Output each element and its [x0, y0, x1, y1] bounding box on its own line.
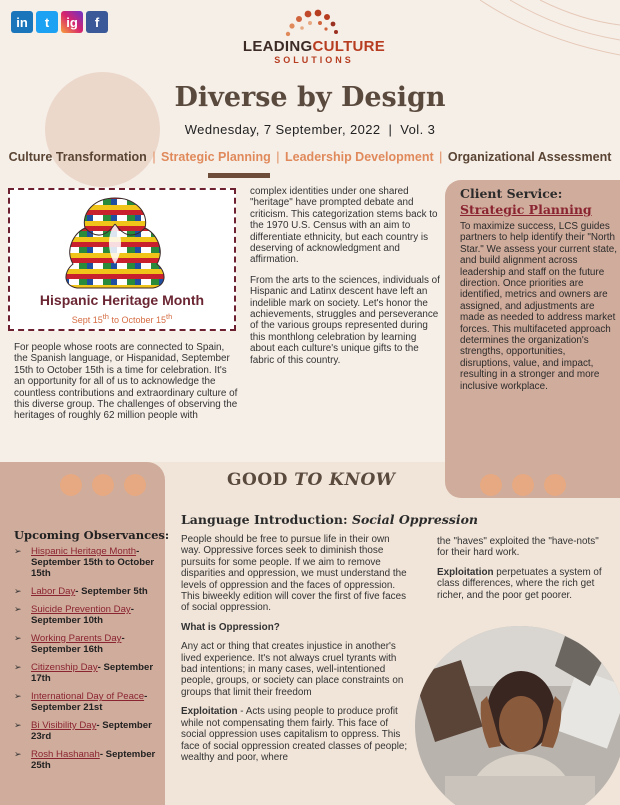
logo-name-part1: LEADING [242, 38, 313, 55]
observance-date: - September 15th to October 15th [31, 546, 155, 579]
nav-separator: | [152, 150, 156, 164]
dot [60, 474, 82, 496]
exploitation-paragraph-2 [437, 567, 612, 601]
exploitation-text: perpetuates a system of class differences, where the rich get richer, and the poor get poorer. [437, 566, 602, 601]
feature-date [10, 312, 234, 325]
logo-subtitle: SOLUTIONS [274, 55, 354, 65]
nav-separator: | [276, 150, 280, 164]
decorative-dots-left [60, 474, 146, 496]
dot [480, 474, 502, 496]
list-item [14, 691, 164, 713]
nav-divider [208, 173, 270, 178]
logo-dots-icon [276, 8, 346, 40]
nav-strategic-planning[interactable]: Strategic Planning [161, 150, 271, 164]
logo-name [228, 38, 400, 55]
exploitation-text: - Acts using people to produce profit while not compensating them fairly. This face of social oppression uses capitalism to oppress. This face of social oppression created classes of people; wealthy and poor, where [181, 706, 408, 763]
decorative-lines [420, 0, 620, 90]
list-item [14, 604, 164, 626]
observances-list [14, 546, 164, 778]
observance-link[interactable]: Labor Day [31, 586, 76, 597]
dot [512, 474, 534, 496]
client-service-text: To maximize success, LCS guides partners to help identify their "North Star." We assess your current state, and build alignment across leadership and staff on the future direction. Once priorities are identified, metrics and owners are assigned, and adjustments are made as needed to address market forces. This multifaceted approach determines the organization's strengths, opportunities, disruptions, value, and impact, resulting in a stronger and more inclusive workplace. [460, 221, 617, 392]
observance-link[interactable]: Rosh Hashanah [31, 749, 100, 760]
oppression-question-heading: What is Oppression? [181, 621, 280, 633]
good-to-know-part1: GOOD [227, 470, 295, 490]
dot [124, 474, 146, 496]
client-service-heading: Client Service: [460, 186, 563, 201]
language-intro-heading [181, 512, 478, 527]
list-item [14, 720, 164, 742]
list-item [14, 633, 164, 655]
exploitation-paragraph [181, 706, 409, 763]
heritage-article-left: For people whose roots are connected to Spain, the Spanish language, or Hispanidad, September 15th to October 15th is a time for celebration. It's an opportunity for all of us to acknowledge the countless contributions and extraordinary culture of this diverse group. The challenges of observing the heritages of roughly 62 million people with [14, 342, 238, 422]
company-logo [228, 8, 400, 78]
observance-date: - September 25th [31, 749, 156, 771]
exploitation-label: Exploitation [181, 706, 238, 718]
list-item [14, 662, 164, 684]
observance-date: - September 21st [31, 691, 148, 713]
nav-separator: | [439, 150, 443, 164]
heritage-paragraph-2: From the arts to the sciences, individuals of Hispanic and Latinx descent have left an indelible mark on society. Let's honor the achievements, struggles and perseverance of the various groups represented during this monthlong celebration by learning about each culture's unique gifts to the fabric of this country. [250, 274, 440, 366]
instagram-icon[interactable]: ig [61, 11, 83, 33]
service-nav [0, 150, 620, 164]
observances-heading: Upcoming Observances: [14, 528, 170, 542]
nav-organizational-assessment[interactable]: Organizational Assessment [447, 150, 612, 164]
observance-date: - September 16th [31, 633, 125, 655]
observance-link[interactable]: Citizenship Day [31, 662, 98, 673]
social-links [11, 11, 108, 33]
newsletter-title: Diverse by Design [174, 82, 446, 113]
observance-link[interactable]: International Day of Peace [31, 691, 145, 702]
heritage-article-middle [250, 186, 440, 366]
joined-hands-flags-icon [55, 194, 175, 292]
oppression-article-right [437, 536, 612, 601]
feature-date-start: Sept 15 [71, 315, 103, 325]
observance-link[interactable]: Working Parents Day [31, 633, 122, 644]
dot [544, 474, 566, 496]
feature-title: Hispanic Heritage Month [39, 292, 205, 308]
observance-date: - September 10th [31, 604, 134, 626]
nav-culture-transformation[interactable]: Culture Transformation [8, 150, 147, 164]
exploitation-continued: the "haves" exploited the "have-nots" for their hard work. [437, 536, 599, 559]
twitter-icon[interactable]: t [36, 11, 58, 33]
observance-link[interactable]: Suicide Prevention Day [31, 604, 131, 615]
nav-leadership-development[interactable]: Leadership Development [285, 150, 434, 164]
decorative-dots-right [480, 474, 566, 496]
observance-date: - September 17th [31, 662, 154, 684]
good-to-know-part2: TO KNOW [294, 470, 396, 490]
language-heading-text: Language Introduction: [181, 512, 352, 527]
observance-link[interactable]: Hispanic Heritage Month [31, 546, 137, 557]
dateline: Wednesday, 7 September, 2022 | Vol. 3 [184, 122, 436, 137]
feature-date-sup: th [102, 312, 109, 321]
client-service-link[interactable]: Strategic Planning [460, 202, 592, 217]
dot [92, 474, 114, 496]
good-to-know-title [227, 470, 395, 490]
logo-name-part2: CULTURE [312, 38, 386, 55]
list-item [14, 749, 164, 771]
list-item [14, 586, 164, 597]
oppression-definition: Any act or thing that creates injustice in another's lived experience. It's not always cruel tyrants with bad intentions; in many cases, well-intentioned people, groups, or society can place constraints on groups that limit their freedom [181, 641, 404, 698]
language-heading-italic: Social Oppression [351, 512, 479, 527]
facebook-icon[interactable]: f [86, 11, 108, 33]
feature-date-sup: th [166, 312, 173, 321]
oppression-article-left [181, 534, 409, 763]
exploitation-label: Exploitation [437, 566, 494, 578]
stressed-woman-photo [415, 616, 620, 805]
linkedin-icon[interactable]: in [11, 11, 33, 33]
feature-date-end: to October 15 [108, 315, 167, 325]
observance-date: - September 5th [75, 586, 148, 597]
heritage-paragraph-1: complex identities under one shared "heritage" have prompted debate and criticism. This categorization stems back to the 1970 U.S. Census with an aim to differentiate ethnicity, but each country is deserving of acknowledgment and affirmation. [250, 186, 438, 266]
list-item [14, 546, 164, 579]
observance-link[interactable]: Bi Visibility Day [31, 720, 97, 731]
heritage-month-feature [8, 188, 236, 331]
observance-date: - September 23rd [31, 720, 152, 742]
oppression-intro: People should be free to pursue life in their own way. Oppressive forces seek to diminish those pursuits for some people. If we aim to remove disparities and oppression, we must understand the levels of oppression and the faces of oppression. This biweekly edition will cover the first of five faces of social oppression. [181, 534, 407, 614]
